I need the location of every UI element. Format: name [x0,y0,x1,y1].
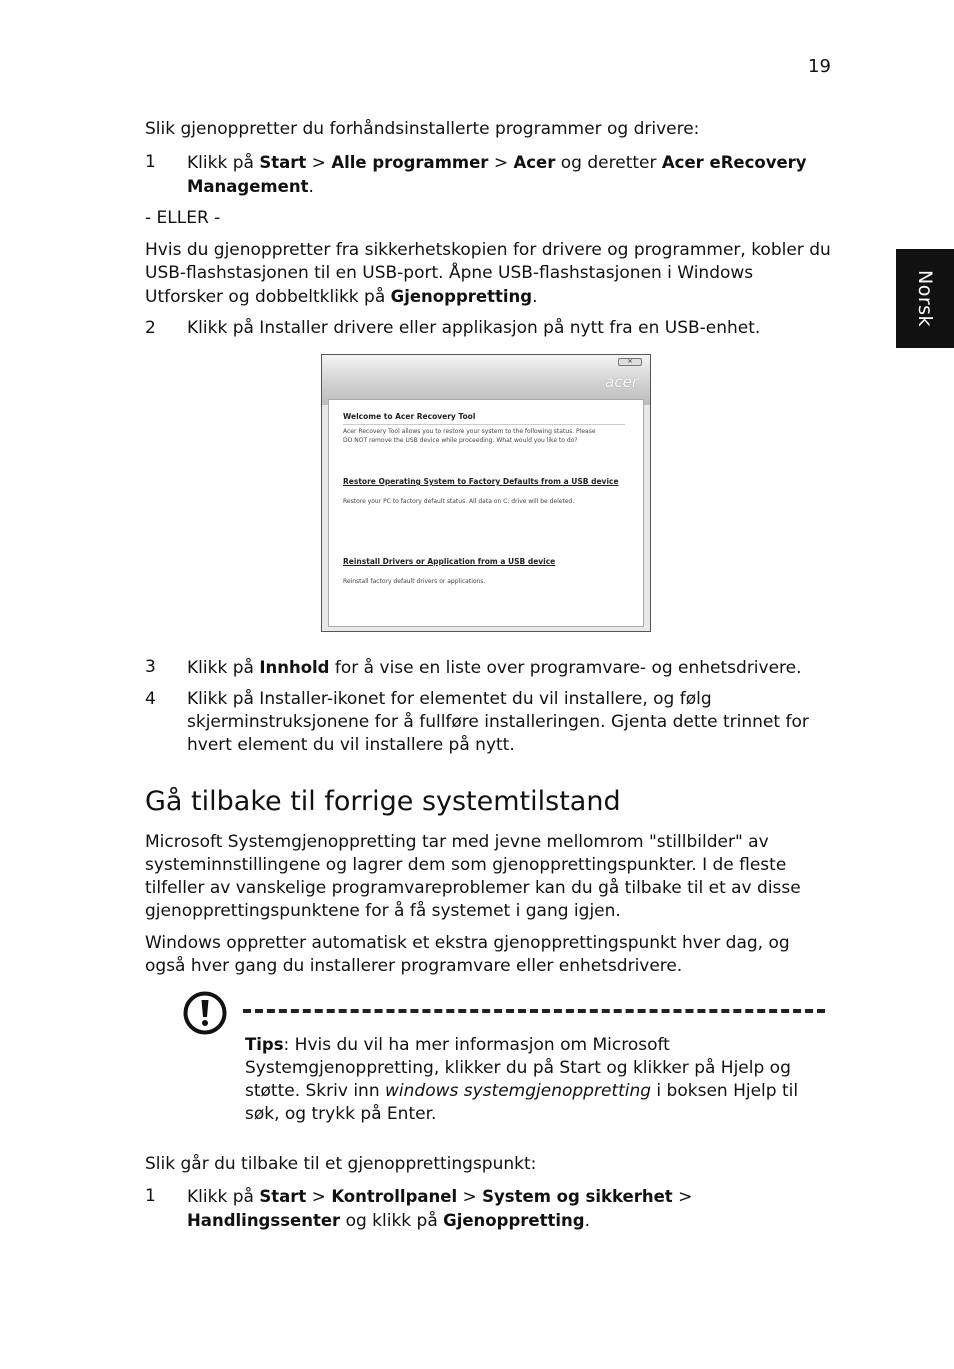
step-2-text: Klikk på Installer drivere eller applikasjon på nytt fra en USB-enhet. [187,318,761,338]
step-number: 3 [145,657,156,677]
step-number: 2 [145,318,156,338]
language-tab [896,249,954,348]
eller-text: - ELLER - [145,208,221,228]
tip-divider [243,1009,825,1013]
step-4-text: Klikk på Installer-ikonet for elementet du vil installere, og følg skjerminstruksjonene for å fullføre installeringen. Gjenta dette trinnet for hvert element du vil installere på nytt. [187,689,809,755]
window-titlebar [322,355,650,405]
acer-logo: acer [605,373,638,391]
paragraph-2: Windows oppretter automatisk et ekstra gjenopprettingspunkt hver dag, og også hver gang du installerer programvare eller enhetsdrivere. [145,933,790,976]
step-number: 1 [145,1186,156,1206]
welcome-title: Welcome to Acer Recovery Tool [343,412,476,421]
window-close-icon: ✕ [618,358,642,366]
step-number: 1 [145,152,156,172]
reinstall-drivers-desc: Reinstall factory default drivers or applications. [343,578,486,585]
tip-text: Tips: Hvis du vil ha mer informasjon om Microsoft Systemgjenoppretting, klikker du på Start og klikker på Hjelp og støtte. Skriv inn windows systemgjenoppretting i boksen Hjelp til søk, og trykk på Enter. [245,1035,799,1124]
page-number: 19 [808,56,831,77]
paragraph-3: Slik går du tilbake til et gjenopprettingspunkt: [145,1154,537,1174]
divider [343,424,625,425]
step-restore-text: Klikk på Start > Kontrollpanel > System og sikkerhet > Handlingssenter og klikk på Gjenoppretting. [187,1187,693,1231]
step-3-text: Klikk på Innhold for å vise en liste over programvare- og enhetsdrivere. [187,658,802,678]
reinstall-drivers-link: Reinstall Drivers or Application from a USB device [343,557,556,566]
intro-text: Slik gjenoppretter du forhåndsinstallerte programmer og drivere: [145,119,700,139]
step-number: 4 [145,689,156,709]
exclamation-icon [183,991,227,1035]
restore-os-link: Restore Operating System to Factory Defaults from a USB device [343,477,619,486]
language-tab-label: Norsk [914,269,936,328]
restore-os-desc: Restore your PC to factory default status. All data on C: drive will be deleted. [343,498,575,505]
window-content [328,399,644,627]
recovery-tool-screenshot [321,354,651,632]
welcome-desc-1: Acer Recovery Tool allows you to restore your system to the following status. Please [343,428,596,435]
section-heading: Gå tilbake til forrige systemtilstand [145,786,621,817]
welcome-desc-2: DO NOT remove the USB device while proceeding. What would you like to do? [343,437,578,444]
step-1-text: Klikk på Start > Alle programmer > Acer og deretter Acer eRecovery Management. [187,153,807,197]
paragraph-1: Microsoft Systemgjenoppretting tar med jevne mellomrom "stillbilder" av systeminnstillingene og lagrer dem som gjenopprettingspunkter. I de fleste tilfeller av vanskelige programvareproblemer kan du gå tilbake til et av disse gjenopprettingspunktene for å få systemet i gang igjen. [145,832,801,921]
usb-paragraph: Hvis du gjenoppretter fra sikkerhetskopien for drivere og programmer, kobler du USB-flashstasjonen til en USB-port. Åpne USB-flashstasjonen i Windows Utforsker og dobbeltklikk på Gjenoppretting. [145,240,831,307]
